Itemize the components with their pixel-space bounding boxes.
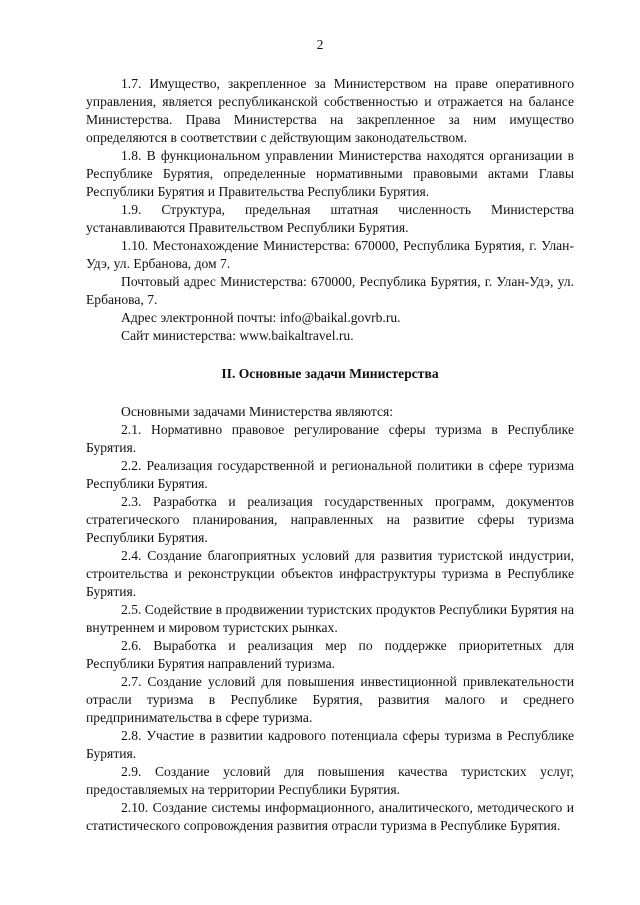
site-line: Сайт министерства: www.baikaltravel.ru.: [121, 328, 354, 343]
task-2-5: 2.5. Содействие в продвижении туристских продуктов Республики Бурятия на внутреннем и мировом туристских рынках.: [86, 602, 574, 635]
email-line: Адрес электронной почты: info@baikal.govrb.ru.: [121, 310, 401, 325]
page-number: 2: [316, 37, 324, 52]
postal-address: Почтовый адрес Министерства: 670000, Республика Бурятия, г. Улан-Удэ, ул. Ербанова, 7.: [86, 274, 574, 307]
task-2-1: 2.1. Нормативно правовое регулирование сферы туризма в Республике Бурятия.: [86, 422, 574, 455]
task-2-3: 2.3. Разработка и реализация государственных программ, документов стратегического планирования, направленных на развитие сферы туризма Республики Бурятия.: [86, 494, 574, 545]
section-heading: II. Основные задачи Министерства: [221, 366, 439, 381]
task-2-9: 2.9. Создание условий для повышения качества туристских услуг, предоставляемых на территории Республики Бурятия.: [86, 764, 574, 797]
task-2-6: 2.6. Выработка и реализация мер по поддержке приоритетных для Республики Бурятия направлений туризма.: [86, 638, 574, 671]
paragraph-1-8: 1.8. В функциональном управлении Министерства находятся организации в Республике Бурятия, определенные нормативными правовыми актами Главы Республики Бурятия и Правительства Республики Бурятия.: [86, 148, 574, 199]
task-2-10: 2.10. Создание системы информационного, аналитического, методического и статистического сопровождения развития отрасли туризма в Республике Бурятия.: [86, 800, 574, 833]
paragraph-1-10: 1.10. Местонахождение Министерства: 670000, Республика Бурятия, г. Улан-Удэ, ул. Ербанова, дом 7.: [86, 238, 574, 271]
task-2-2: 2.2. Реализация государственной и региональной политики в сфере туризма Республики Бурятия.: [86, 458, 574, 491]
paragraph-1-7: 1.7. Имущество, закрепленное за Министерством на праве оперативного управления, является республиканской собственностью и отражается на балансе Министерства. Права Министерства на закрепленное за ним имущество определяются в соответствии с действующим законодательством.: [86, 76, 574, 145]
task-2-4: 2.4. Создание благоприятных условий для развития туристской индустрии, строительства и реконструкции объектов инфраструктуры туризма в Республике Бурятия.: [86, 548, 574, 599]
paragraph-1-9: 1.9. Структура, предельная штатная численность Министерства устанавливаются Правительством Республики Бурятия.: [86, 202, 574, 235]
task-2-8: 2.8. Участие в развитии кадрового потенциала сферы туризма в Республике Бурятия.: [86, 728, 574, 761]
task-2-7: 2.7. Создание условий для повышения инвестиционной привлекательности отрасли туризма в Республике Бурятия, развития малого и среднего предпринимательства в сфере туризма.: [86, 674, 574, 725]
document-body: [86, 75, 574, 835]
section-intro: Основными задачами Министерства являются:: [121, 404, 394, 419]
